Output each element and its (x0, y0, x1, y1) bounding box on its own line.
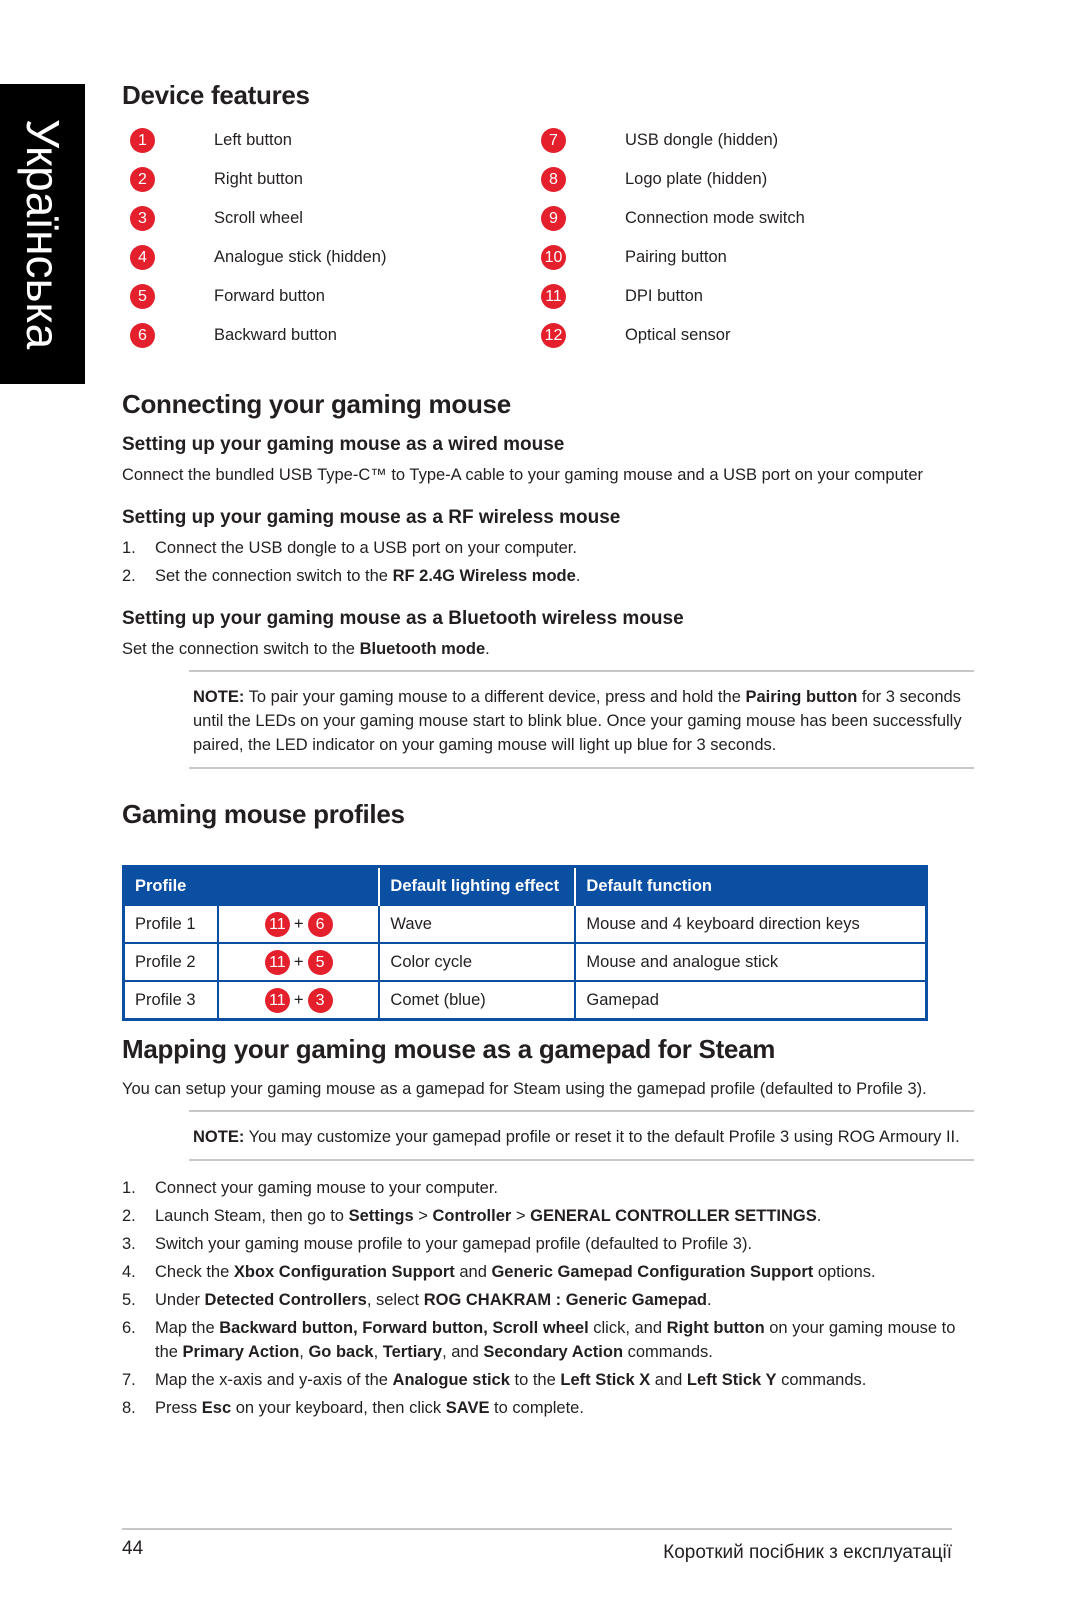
callout-badge: 11 (265, 950, 290, 975)
list-item (122, 1368, 962, 1392)
feature-label: Backward button (214, 326, 337, 344)
step-number: 7. (122, 1371, 136, 1389)
feature-item (541, 131, 941, 153)
profiles-table (122, 865, 928, 1021)
feature-label: Scroll wheel (214, 209, 303, 227)
plus-sign: + (293, 990, 304, 1009)
step-number: 8. (122, 1399, 136, 1417)
table-row (124, 905, 927, 943)
rf-subtitle: Setting up your gaming mouse as a RF wireless mouse (122, 507, 621, 528)
connecting-title: Connecting your gaming mouse (122, 389, 511, 419)
text-run: . (706, 1291, 712, 1309)
text-run: options. (813, 1263, 876, 1281)
bold-run: Settings (348, 1207, 414, 1225)
footer-divider (122, 1528, 952, 1530)
text-run: Launch Steam, then go to (155, 1207, 349, 1225)
lighting-cell: Comet (blue) (379, 981, 575, 1020)
text-run: , (373, 1343, 383, 1361)
callout-badge: 3 (130, 206, 155, 231)
text-run: for 3 seconds until the LEDs on your gaming mouse start to blink blue. Once your gaming mouse has been successfully paired, the LED indicator on your gaming mouse will light up blue for 3 seconds. (193, 688, 962, 754)
text-run: , (299, 1343, 309, 1361)
feature-label: Pairing button (625, 248, 727, 266)
pairing-note (193, 685, 973, 757)
text-run: Set the connection switch to the (155, 567, 393, 585)
text-run: , select (366, 1291, 424, 1309)
wired-text: Connect the bundled USB Type-C™ to Type-A cable to your gaming mouse and a USB port on your computer (122, 466, 924, 484)
step-number: 1. (122, 1179, 136, 1197)
text-run: . (575, 567, 581, 585)
function-cell: Mouse and 4 keyboard direction keys (575, 905, 926, 943)
text-run: on your keyboard, then click (231, 1399, 446, 1417)
callout-badge: 5 (308, 950, 333, 975)
callout-badge: 6 (130, 323, 155, 348)
text-run: commands. (776, 1371, 867, 1389)
callout-badge: 11 (265, 912, 290, 937)
bold-run: Esc (201, 1399, 232, 1417)
feature-label: Optical sensor (625, 326, 731, 344)
table-header-row (124, 867, 927, 906)
callout-badge: 10 (541, 245, 566, 270)
list-item (122, 1316, 962, 1364)
feature-label: Right button (214, 170, 303, 188)
callout-badge: 12 (541, 323, 566, 348)
text-run: click, and (588, 1319, 667, 1337)
bold-run: Pairing button (745, 688, 858, 706)
feature-item (541, 170, 941, 192)
bold-run: GENERAL CONTROLLER SETTINGS (530, 1207, 817, 1225)
text-run: to complete. (489, 1399, 584, 1417)
feature-item (130, 326, 510, 348)
bold-run: Xbox Configuration Support (233, 1263, 455, 1281)
callout-badge: 6 (308, 912, 333, 937)
feature-item (130, 170, 510, 192)
feature-item (541, 326, 941, 348)
step-text (155, 567, 580, 586)
feature-item (541, 287, 941, 309)
footer-title: Короткий посібник з експлуатації (663, 1542, 952, 1563)
callout-badge: 2 (130, 167, 155, 192)
feature-label: Connection mode switch (625, 209, 805, 227)
bold-run: Left Stick X (560, 1371, 651, 1389)
callout-badge: 11 (541, 284, 566, 309)
text-run: You may customize your gamepad profile or reset it to the default Profile 3 using ROG Armoury II. (244, 1128, 960, 1146)
wired-subtitle: Setting up your gaming mouse as a wired mouse (122, 434, 565, 455)
bold-run: Analogue stick (392, 1371, 510, 1389)
text-run: Map the x-axis and y-axis of the (155, 1371, 393, 1389)
step-text: Connect the USB dongle to a USB port on your computer. (155, 539, 577, 557)
text-run: Set the connection switch to the (122, 640, 360, 658)
feature-label: Analogue stick (hidden) (214, 248, 387, 266)
feature-item (130, 248, 510, 270)
note-divider-top (189, 1110, 974, 1112)
list-item (122, 1204, 962, 1228)
callout-badge: 3 (308, 988, 333, 1013)
text-run: Under (155, 1291, 205, 1309)
feature-label: USB dongle (hidden) (625, 131, 779, 149)
language-label: Українська (16, 118, 69, 350)
step-number: 5. (122, 1291, 136, 1309)
bold-run: Detected Controllers (204, 1291, 367, 1309)
rf-step-2 (122, 567, 581, 586)
callout-badge: 4 (130, 245, 155, 270)
header-function: Default function (575, 867, 926, 906)
bold-run: Primary Action (182, 1343, 300, 1361)
list-item (122, 1288, 962, 1312)
step-number: 2. (122, 1207, 136, 1225)
list-item (122, 1396, 962, 1420)
profiles-title: Gaming mouse profiles (122, 799, 405, 829)
feature-label: Left button (214, 131, 292, 149)
text-run: Press (155, 1399, 202, 1417)
feature-item (130, 287, 510, 309)
callout-badge: 11 (265, 988, 290, 1013)
step-text: Connect your gaming mouse to your computer. (155, 1179, 499, 1197)
step-number: 3. (122, 1235, 136, 1253)
text-run: To pair your gaming mouse to a different device, press and hold the (244, 688, 746, 706)
step-number: 1. (122, 539, 136, 557)
note-divider-bottom (189, 767, 974, 769)
text-run: and (454, 1263, 492, 1281)
note-divider-top (189, 670, 974, 672)
bold-run: Tertiary (382, 1343, 443, 1361)
text-run: and (650, 1371, 687, 1389)
plus-sign: + (293, 952, 304, 971)
text-run: commands. (623, 1343, 713, 1361)
language-side-tab (0, 84, 85, 384)
bluetooth-text (122, 640, 490, 659)
step-number: 4. (122, 1263, 136, 1281)
feature-item (541, 248, 941, 270)
step-text: Switch your gaming mouse profile to your gamepad profile (defaulted to Profile 3). (155, 1235, 753, 1253)
function-cell: Mouse and analogue stick (575, 943, 926, 981)
profile-name: Profile 3 (124, 981, 219, 1020)
note-divider-bottom (189, 1159, 974, 1161)
bold-run: Generic Gamepad Configuration Support (491, 1263, 814, 1281)
feature-label: Forward button (214, 287, 325, 305)
feature-label: DPI button (625, 287, 703, 305)
bold-run: SAVE (445, 1399, 490, 1417)
function-cell: Gamepad (575, 981, 926, 1020)
steam-note (193, 1125, 973, 1149)
bold-run: RF 2.4G Wireless mode (392, 567, 576, 585)
bold-run: Left Stick Y (686, 1371, 777, 1389)
list-item (122, 1232, 962, 1256)
text-run: Map the (155, 1319, 220, 1337)
bold-run: Backward button, Forward button, Scroll wheel (219, 1319, 589, 1337)
note-label: NOTE: (193, 1128, 245, 1146)
table-row (124, 981, 927, 1020)
rf-step-1 (122, 539, 577, 558)
text-run: . (816, 1207, 822, 1225)
feature-item (541, 209, 941, 231)
callout-badge: 1 (130, 128, 155, 153)
button-combo (218, 981, 379, 1020)
bold-run: ROG CHAKRAM : Generic Gamepad (423, 1291, 707, 1309)
callout-badge: 5 (130, 284, 155, 309)
header-lighting: Default lighting effect (379, 867, 575, 906)
text-run: on your gaming mouse to the (155, 1319, 956, 1361)
list-item (122, 1260, 962, 1284)
feature-item (130, 131, 510, 153)
bold-run: Secondary Action (483, 1343, 624, 1361)
button-combo (218, 905, 379, 943)
header-profile: Profile (124, 867, 380, 906)
button-combo (218, 943, 379, 981)
steam-title: Mapping your gaming mouse as a gamepad for Steam (122, 1034, 776, 1064)
callout-badge: 9 (541, 206, 566, 231)
step-number: 6. (122, 1319, 136, 1337)
text-run: > (511, 1207, 531, 1225)
text-run: > (413, 1207, 433, 1225)
text-run: to the (509, 1371, 561, 1389)
table-row (124, 943, 927, 981)
list-item (122, 1176, 962, 1200)
text-run: Check the (155, 1263, 234, 1281)
feature-item (130, 209, 510, 231)
profile-name: Profile 2 (124, 943, 219, 981)
bluetooth-subtitle: Setting up your gaming mouse as a Bluetooth wireless mouse (122, 608, 684, 629)
bold-run: Controller (432, 1207, 512, 1225)
callout-badge: 8 (541, 167, 566, 192)
bold-run: Right button (666, 1319, 765, 1337)
steam-intro: You can setup your gaming mouse as a gamepad for Steam using the gamepad profile (defaulted to Profile 3). (122, 1080, 927, 1098)
profile-name: Profile 1 (124, 905, 219, 943)
text-run: . (485, 640, 490, 658)
feature-label: Logo plate (hidden) (625, 170, 768, 188)
lighting-cell: Wave (379, 905, 575, 943)
text-run: , and (442, 1343, 484, 1361)
device-features-title: Device features (122, 80, 310, 110)
callout-badge: 7 (541, 128, 566, 153)
lighting-cell: Color cycle (379, 943, 575, 981)
step-number: 2. (122, 567, 136, 585)
bold-run: Bluetooth mode (359, 640, 486, 658)
bold-run: Go back (308, 1343, 374, 1361)
steam-steps (122, 1176, 962, 1424)
page-number: 44 (122, 1538, 144, 1559)
note-label: NOTE: (193, 688, 245, 706)
plus-sign: + (293, 914, 304, 933)
